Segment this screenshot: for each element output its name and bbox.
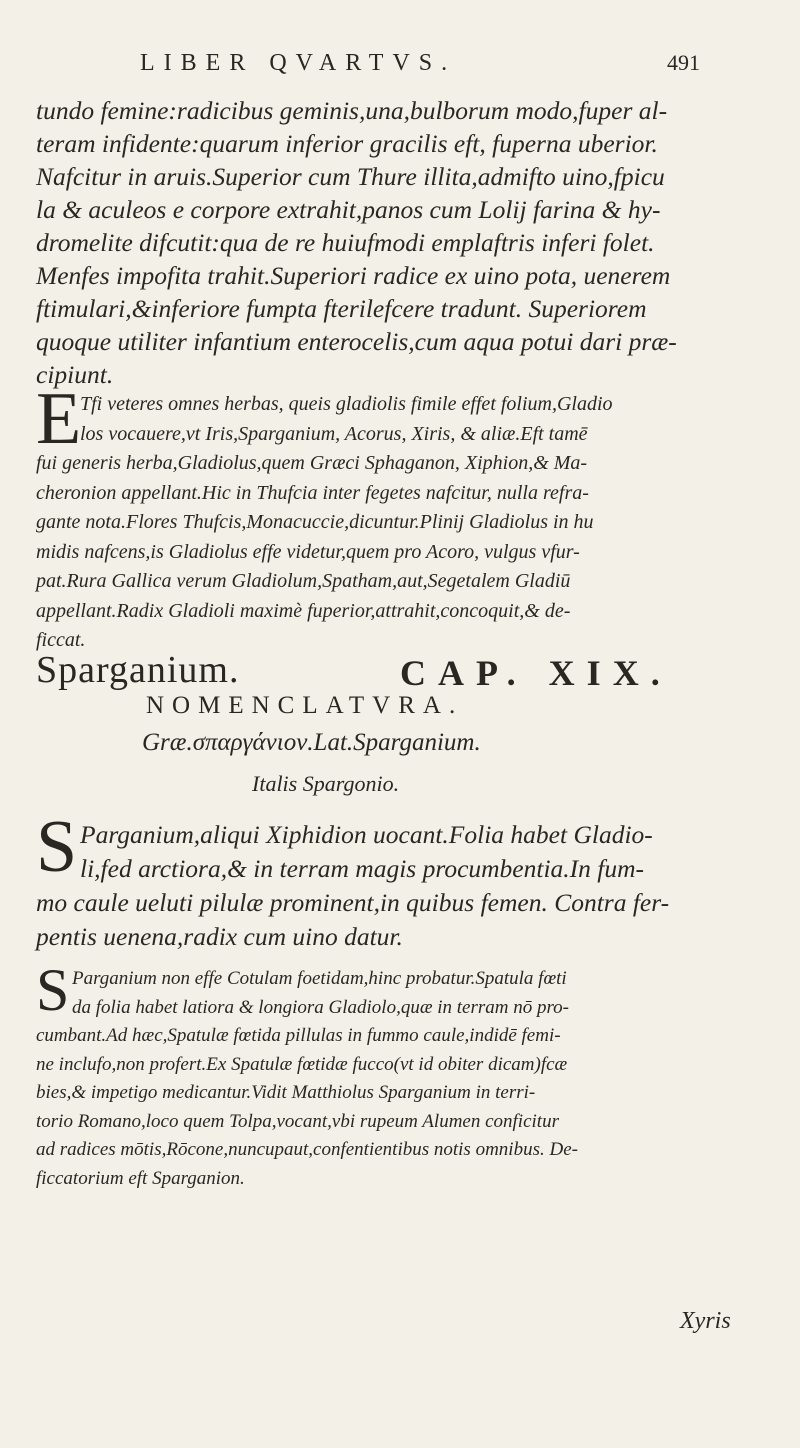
paragraph-3 [36, 818, 766, 954]
text-line: cheronion appellant.Hic in Thufcia inter fegetes nafcitur, nulla refra- [36, 481, 589, 504]
text-line: cumbant.Ad hæc,Spatulæ fœtida pillulas in fummo caule,indidē femi- [36, 1025, 561, 1046]
text-line: Parganium non effe Cotulam foetidam,hinc probatur.Spatula fœti [72, 968, 567, 989]
text-line: ftimulari,&inferiore fumpta fterilefcere tradunt. Superiorem [36, 294, 647, 323]
text-line: ad radices mōtis,Rōcone,nuncupaut,confentientibus notis omnibus. De- [36, 1139, 578, 1160]
text-line: appellant.Radix Gladioli maximè fuperior,attrahit,concoquit,& de- [36, 599, 571, 622]
text-line: quoque utiliter infantium enterocelis,cum aqua potui dari præ- [36, 327, 677, 356]
text-line: teram infidente:quarum inferior gracilis eft, fuperna uberior. [36, 129, 658, 158]
text-line: cipiunt. [36, 360, 114, 389]
italian-name: Italis Spargonio. [252, 771, 400, 796]
text-line: ne inclufo,non profert.Ex Spatulæ fœtidæ fucco(vt id obiter dicam)fcæ [36, 1053, 568, 1075]
text-line: Menfes impofita trahit.Superiori radice ex uino pota, uenerem [36, 261, 671, 290]
text-line: Nafcitur in aruis.Superior cum Thure illita,admifto uino,fpicu [36, 162, 665, 191]
catchword: Xyris [680, 1308, 731, 1334]
drop-cap-s: S [36, 957, 70, 1023]
drop-cap-e: E [36, 378, 82, 460]
text-line: los vocauere,vt Iris,Sparganium, Acorus, Xiris, & aliæ.Eft tamē [80, 422, 588, 445]
paragraph-4 [36, 965, 766, 1193]
chapter-number: CAP. XIX. [400, 653, 672, 693]
paragraph-1 [36, 94, 766, 391]
text-line: da folia habet latiora & longiora Gladiolo,quæ in terram nō pro- [72, 996, 570, 1018]
text-line: li,fed arctiora,& in terram magis procumbentia.In fum- [80, 854, 645, 883]
chapter-title: Sparganium. [36, 649, 240, 691]
text-line: pat.Rura Gallica verum Gladiolum,Spatham,aut,Segetalem Gladiū [36, 570, 571, 592]
nomenclatura-heading: NOMENCLATVRA. [146, 692, 464, 719]
text-line: fui generis herba,Gladiolus,quem Græci Sphaganon, Xiphion,& Ma- [36, 452, 588, 474]
text-line: mo caule ueluti pilulæ prominent,in quibus femen. Contra fer- [36, 888, 670, 917]
text-line: dromelite difcutit:qua de re huiufmodi emplaftris inferi folet. [36, 228, 655, 257]
text-line: ficcat. [36, 629, 86, 651]
text-line: Tfi veteres omnes herbas, queis gladiolis fimile effet folium,Gladio [80, 393, 613, 415]
running-title: LIBER QVARTVS. [140, 50, 457, 76]
page-number: 491 [667, 50, 700, 75]
text-line: Parganium,aliqui Xiphidion uocant.Folia habet Gladio- [80, 820, 653, 849]
greek-latin-names: Græ.σπαργάνιον.Lat.Sparganium. [142, 729, 481, 756]
text-line: la & aculeos e corpore extrahit,panos cum Lolij farina & hy- [36, 195, 661, 224]
text-line: midis nafcens,is Gladiolus effe videtur,quem pro Acoro, vulgus vfur- [36, 540, 580, 563]
paragraph-2 [36, 390, 766, 656]
text-line: torio Romano,loco quem Tolpa,vocant,vbi rupeum Alumen conficitur [36, 1110, 559, 1132]
text-line: tundo femine:radicibus geminis,una,bulborum modo,fuper al- [36, 96, 668, 125]
text-line: gante nota.Flores Thufcis,Monacuccie,dicuntur.Plinij Gladiolus in hu [36, 511, 594, 533]
running-head [140, 50, 700, 90]
text-line: pentis uenena,radix cum uino datur. [36, 922, 403, 951]
text-line: ficcatorium eft Sparganion. [36, 1167, 245, 1189]
text-line: bies,& impetigo medicantur.Vidit Matthiolus Sparganium in terri- [36, 1082, 536, 1103]
chapter-heading [36, 648, 766, 694]
drop-cap-s: S [36, 806, 78, 888]
